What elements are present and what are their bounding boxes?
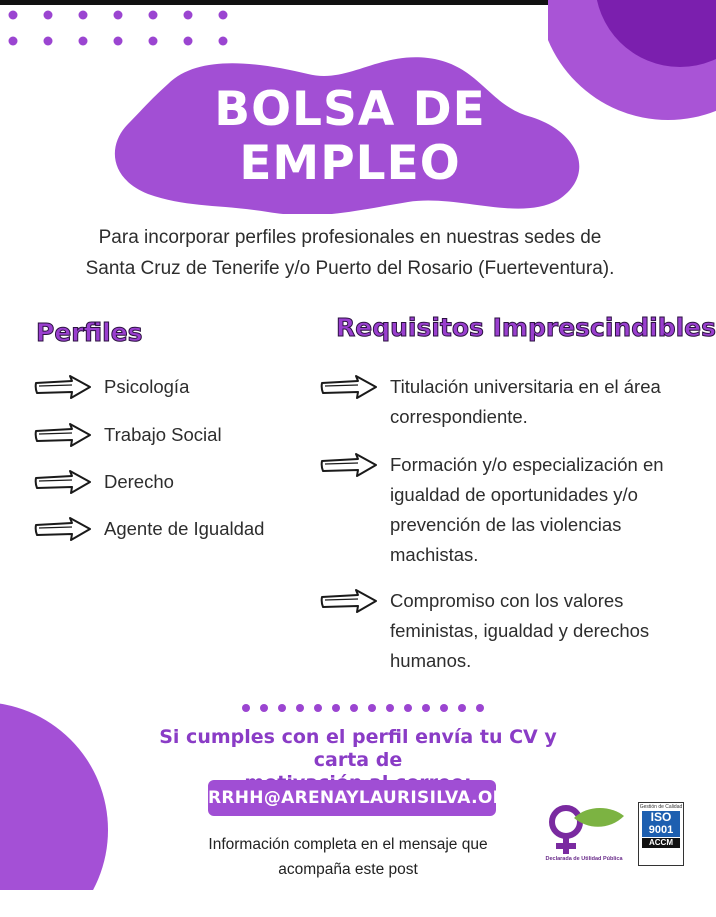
hand-drawn-arrow-icon	[320, 589, 378, 613]
intro-line-1: Para incorporar perfiles profesionales en nuestras sedes de	[98, 227, 602, 248]
cta-line-1: Si cumples con el perfil envía tu CV y carta de	[159, 726, 557, 771]
info-text	[180, 832, 516, 882]
perfil-label: Trabajo Social	[104, 424, 222, 445]
leaf-logo-icon	[540, 800, 628, 856]
iso-number: 9001	[642, 824, 680, 837]
perfil-label: Derecho	[104, 471, 174, 492]
decorative-dots-middle	[242, 700, 497, 718]
hand-drawn-arrow-icon	[320, 453, 378, 477]
title-line-2: EMPLEO	[239, 136, 461, 191]
iso-top-caption: Gestión de Calidad	[639, 804, 683, 810]
email-button[interactable]: RRHH@ARENAYLAURISILVA.ORG	[208, 780, 496, 816]
requisito-text: Titulación universitaria en el área correspondiente.	[390, 376, 661, 427]
info-line-2: acompaña este post	[278, 861, 418, 878]
requisito-text: Formación y/o especialización en igualdad de oportunidades y/o prevención de las violencias machistas.	[390, 454, 664, 565]
requisito-item	[320, 372, 690, 432]
title-line-1: BOLSA DE	[214, 82, 486, 137]
perfiles-heading: Perfiles	[36, 318, 143, 347]
hand-drawn-arrow-icon	[320, 375, 378, 399]
page-title	[180, 83, 520, 191]
decorative-circle-bottom-left	[0, 700, 130, 890]
perfil-label: Agente de Igualdad	[104, 518, 265, 539]
requisito-text: Compromiso con los valores feministas, igualdad y derechos humanos.	[390, 590, 650, 671]
info-line-1: Información completa en el mensaje que	[208, 836, 488, 853]
hand-drawn-arrow-icon	[34, 375, 92, 399]
iso-9001-logo	[638, 802, 684, 866]
utilidad-caption: Declarada de Utilidad Pública	[545, 856, 623, 862]
requisitos-heading: Requisitos Imprescindibles	[336, 313, 716, 342]
hand-drawn-arrow-icon	[34, 470, 92, 494]
intro-line-2: Santa Cruz de Tenerife y/o Puerto del Rosario (Fuerteventura).	[85, 258, 615, 279]
utilidad-publica-logo	[540, 800, 628, 872]
intro-text	[30, 222, 670, 284]
requisito-item	[320, 586, 690, 676]
hand-drawn-arrow-icon	[34, 517, 92, 541]
perfil-label: Psicología	[104, 376, 190, 397]
iso-label: ISO	[642, 811, 680, 824]
iso-bottom-label: ACCM	[642, 838, 680, 848]
hand-drawn-arrow-icon	[34, 423, 92, 447]
requisito-item	[320, 450, 690, 570]
